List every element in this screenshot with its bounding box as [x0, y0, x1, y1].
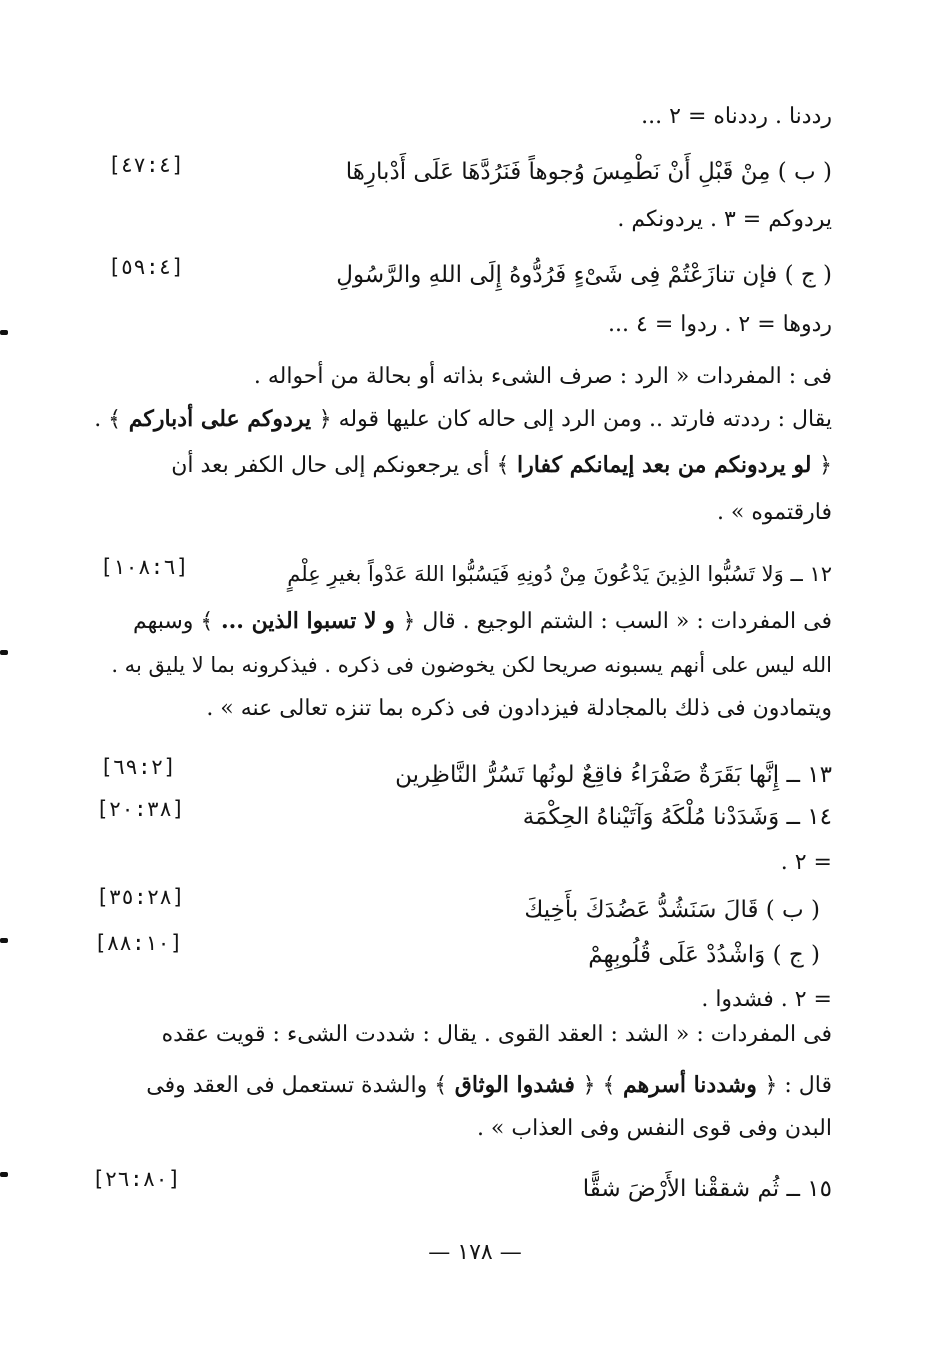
page-number: — ١٧٨ — — [428, 1240, 522, 1265]
text-line: فى المفردات : « الشد : العقد القوى . يقال : شددت الشىء : قويت عقده — [161, 1022, 832, 1047]
verse-reference: [٥٩:٤] — [108, 255, 184, 279]
verse-line: ١٢ ــ وَلا تَسُبُّوا الذِينَ يَدْعُونَ مِنْ دُونِهِ فَيَسُبُّوا اللهَ عَدْواً بغيرِ عِلْمٍ — [287, 562, 832, 586]
verse-line: ( ب ) قَالَ سَنَشُدُّ عَضُدَكَ بأَخِيكَ — [524, 897, 820, 923]
text-line: رددنا . رددناه = ٢ ... — [641, 104, 832, 129]
verse-line: ( ج ) وَاشْدُدْ عَلَى قُلُوبِهِمْ — [588, 942, 820, 968]
text-segment: قال : ﴿ — [764, 1073, 832, 1098]
verse-line: ١٣ ــ إِنَّها بَقَرَةٌ صَفْرَاءُ فاقِعٌ لونُها تَسُرُّ النَّاظِرين — [395, 762, 832, 788]
quran-quote: و لا تسبوا الذين ... — [213, 608, 403, 634]
margin-mark — [0, 1172, 8, 1177]
verse-line: ١٤ ــ وَشَدَدْنا مُلْكَهُ وَآتَيْناهُ الحِكْمَة — [522, 804, 832, 830]
text-segment: ﴾ . — [94, 407, 122, 432]
margin-mark — [0, 330, 8, 335]
verse-line: ١٥ ــ ثُم شققْنا الأَرْضَ شقًّا — [582, 1176, 832, 1202]
text-segment: فى المفردات : « السب : الشتم الوجيع . قال ﴿ — [402, 609, 832, 634]
margin-mark — [0, 938, 8, 943]
quran-quote: وشددنا أسرهم — [615, 1072, 765, 1098]
quran-quote: لو يردونكم من بعد إيمانكم كفارا — [509, 452, 820, 478]
verse-reference: [٤٧:٤] — [108, 153, 184, 177]
verse-reference: [٢٦:٨٠] — [92, 1167, 181, 1191]
verse-reference: [٦٩:٢] — [100, 755, 176, 779]
text-line — [146, 1068, 832, 1102]
quran-quote: فشدوا الوثاق — [447, 1072, 583, 1098]
text-line: ويتمادون فى ذلك بالمجادلة فيزدادون فى ذكره بما تنزه تعالى عنه » . — [206, 696, 832, 721]
verse-line: ( ج ) فإن تنازَعْتُمْ فِى شَىْءٍ فَرُدُّوهُ إِلَى اللهِ والرَّسُولِ — [336, 262, 832, 288]
margin-mark — [0, 650, 8, 655]
text-segment: ﴿ — [819, 453, 832, 478]
verse-line: ( ب ) مِنْ قَبْلِ أَنْ نَطْمِسَ وُجوهاً فَنَرُدَّهَا عَلَى أَدْبارِهَا — [345, 159, 832, 185]
text-segment: يقال : رددته فارتد .. ومن الرد إلى حاله كان عليها قوله ﴿ — [318, 407, 832, 432]
text-line: = ٢ . فشدوا . — [701, 987, 832, 1012]
text-line: فى : المفردات « الرد : صرف الشىء بذاته أو بحالة من أحواله . — [253, 364, 832, 389]
verse-reference: [٨٨:١٠] — [94, 931, 183, 955]
text-line: الله ليس على أنهم يسبونه صريحا لكن يخوضون فى ذكره . فيذكرونه بما لا يليق به . — [111, 653, 832, 677]
text-line: = ٢ . — [780, 850, 832, 875]
text-segment: ﴾ ﴿ — [582, 1073, 616, 1098]
text-line: البدن وفى قوى النفس وفى العذاب » . — [476, 1116, 832, 1141]
text-line: فارقتموه » . — [716, 500, 832, 525]
text-segment: ﴾ وسبهم — [132, 609, 214, 634]
text-line — [94, 402, 832, 436]
text-segment: ﴾ أى يرجعونكم إلى حال الكفر بعد أن — [171, 453, 510, 478]
verse-reference: [٢٠:٣٨] — [96, 797, 185, 821]
text-line — [133, 604, 832, 638]
text-segment: ﴾ والشدة تستعمل فى العقد وفى — [146, 1073, 448, 1098]
text-line: ردوها = ٢ . ردوا = ٤ ... — [608, 312, 832, 337]
quran-quote: يردوكم على أدباركم — [121, 406, 319, 432]
text-line: يردوكم = ٣ . يردونكم . — [617, 207, 832, 232]
text-line — [171, 448, 832, 482]
verse-reference: [١٠٨:٦] — [100, 555, 189, 579]
verse-reference: [٣٥:٢٨] — [96, 885, 185, 909]
